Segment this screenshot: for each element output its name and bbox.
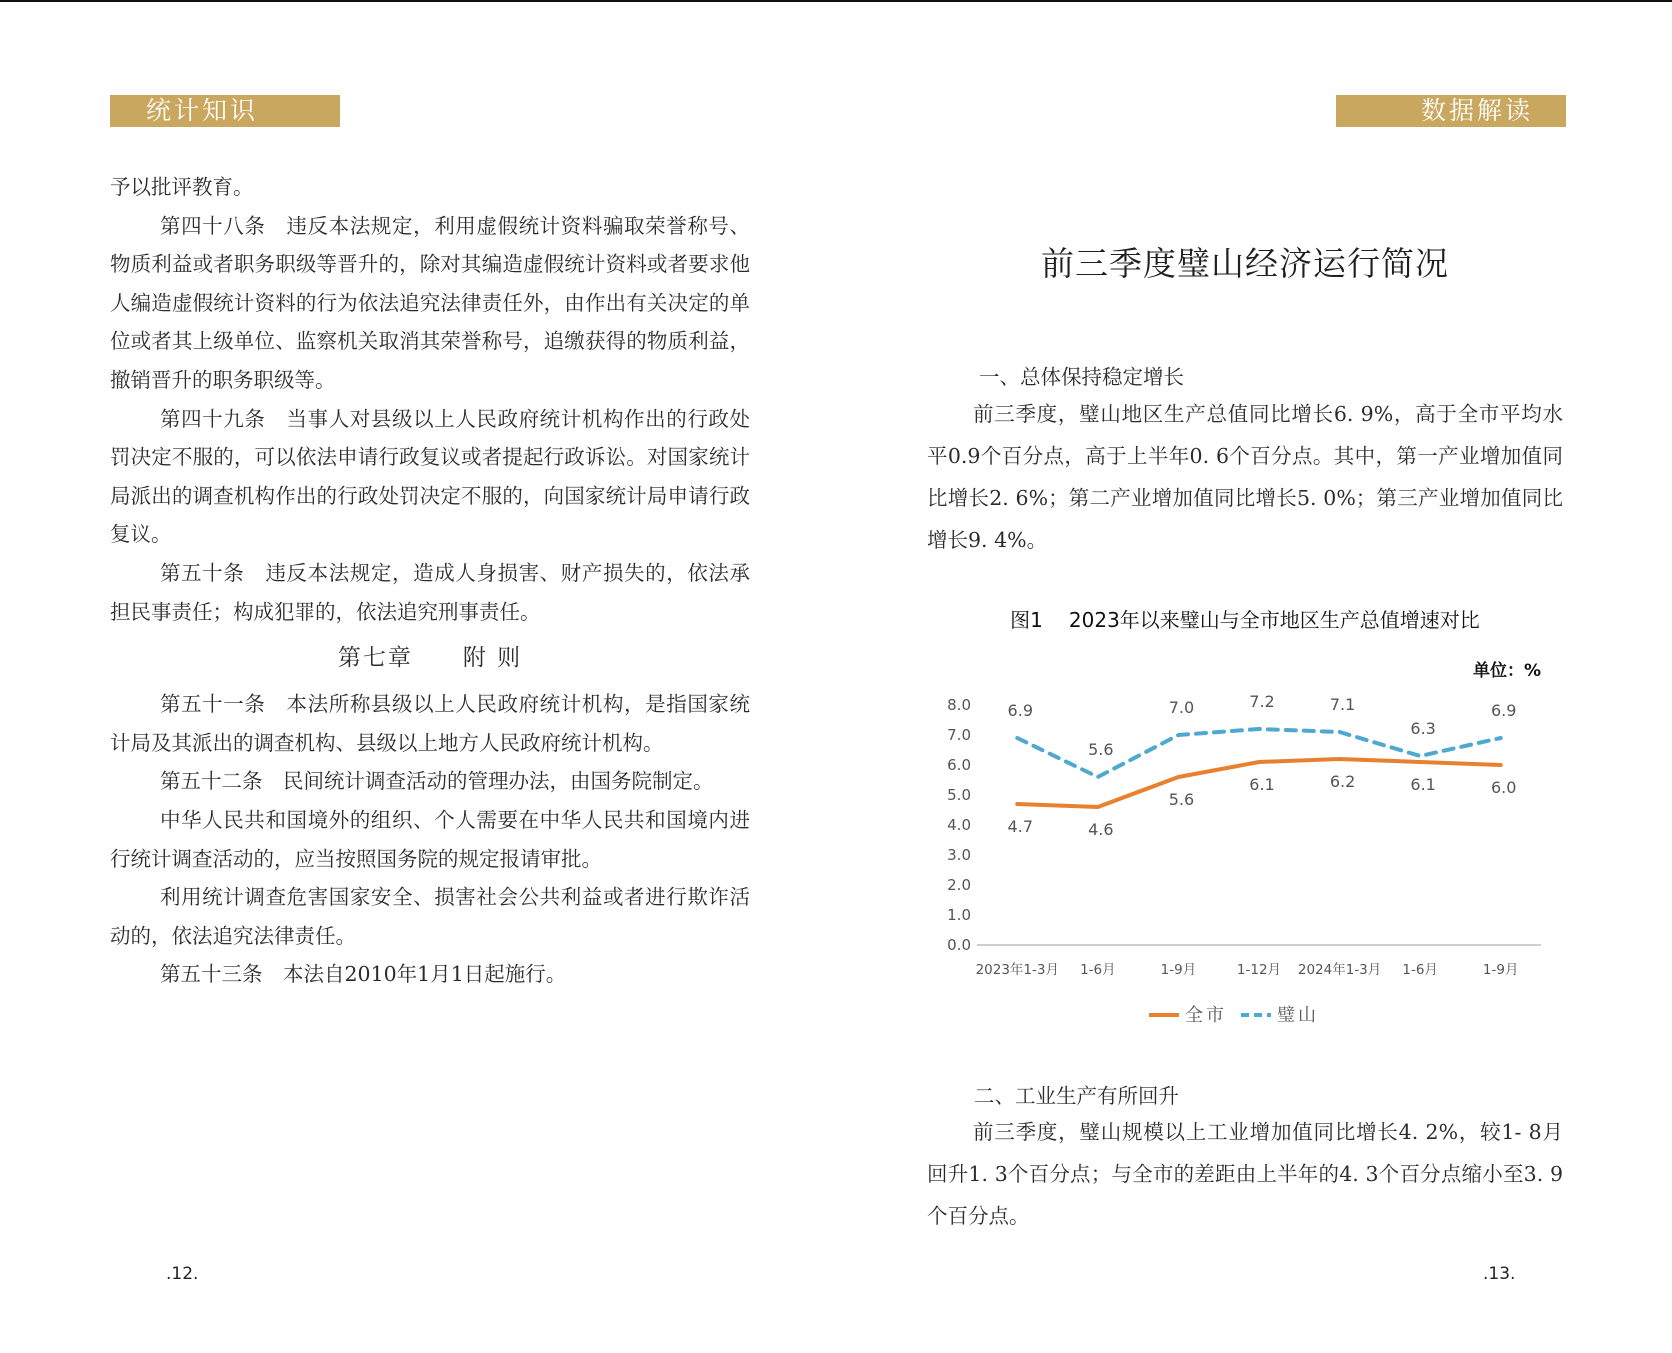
data-label: 6.9 (1007, 701, 1034, 720)
law-paragraph: 第四十八条 违反本法规定，利用虚假统计资料骗取荣誉称号、物质利益或者职务职级等晋升的，除对其编造虚假统计资料或者要求他人编造虚假统计资料的行为依法追究法律责任外，由作出有关决定的单位或者其上级单位、监察机关取消其荣誉称号，追缴获得的物质利益，撤销晋升的职务职级等。 (110, 213, 750, 392)
law-paragraph: 第五十条 违反本法规定，造成人身损害、财产损失的，依法承担民事责任；构成犯罪的，依法追究刑事责任。 (110, 560, 750, 624)
y-tick-label: 6.0 (947, 756, 971, 774)
right-header-tag: 数据解读 (1336, 95, 1566, 127)
section-text-1 (927, 393, 1563, 561)
section-paragraph-1: 前三季度，璧山地区生产总值同比增长6. 9%，高于全市平均水平0.9个百分点，高于上半年0. 6个百分点。其中，第一产业增加值同比增长2. 6%；第二产业增加值同比增长5. 0%；第三产业增加值同比增长9. 4%。 (927, 402, 1563, 552)
legend-label: 璧山 (1277, 1005, 1319, 1026)
legend-label: 全市 (1185, 1005, 1227, 1026)
y-tick-label: 7.0 (947, 726, 971, 744)
data-label: 4.6 (1088, 820, 1114, 839)
x-tick-label: 1-6月 (1080, 962, 1116, 978)
y-tick-label: 1.0 (947, 906, 971, 924)
x-tick-label: 1-9月 (1160, 962, 1197, 978)
x-tick-label: 2023年1-3月 (975, 962, 1059, 978)
section-paragraph-2: 前三季度，璧山规模以上工业增加值同比增长4. 2%，较1- 8月回升1. 3个百分点；与全市的差距由上半年的4. 3个百分点缩小至3. 9个百分点。 (927, 1120, 1563, 1228)
data-label: 6.9 (1490, 701, 1517, 720)
chapter-heading: 第七章 附 则 (337, 645, 523, 672)
x-tick-label: 2024年1-3月 (1297, 962, 1382, 978)
left-body-text (110, 168, 750, 994)
chart-title (927, 604, 1563, 633)
y-tick-label: 2.0 (947, 876, 971, 894)
left-page (110, 0, 750, 1353)
y-tick-label: 4.0 (947, 816, 971, 834)
y-tick-label: 3.0 (947, 846, 971, 864)
law-paragraph: 第五十三条 本法自2010年1月1日起施行。 (160, 962, 567, 987)
data-label: 6.1 (1249, 775, 1275, 794)
x-tick-label: 1-12月 (1236, 962, 1282, 978)
law-paragraph: 予以批评教育。 (110, 175, 254, 199)
section-heading-1: 一、总体保持稳定增长 (979, 365, 1184, 389)
figure-label: 图1 (1010, 608, 1043, 632)
data-label: 6.3 (1410, 719, 1436, 738)
left-page-number: .12. (166, 1264, 199, 1284)
y-tick-label: 0.0 (947, 936, 971, 954)
data-label: 4.7 (1007, 817, 1034, 836)
y-tick-label: 5.0 (947, 786, 971, 804)
data-label: 5.6 (1088, 740, 1114, 759)
data-label: 7.1 (1329, 695, 1356, 714)
left-header-tag: 统计知识 (110, 95, 340, 127)
law-paragraph: 中华人民共和国境外的组织、个人需要在中华人民共和国境内进行统计调查活动的，应当按照国务院的规定报请审批。 (110, 807, 750, 871)
chart-unit-label: 单位：% (1472, 661, 1541, 681)
data-label: 7.0 (1168, 698, 1195, 717)
document-title: 前三季度璧山经济运行简况 (1041, 244, 1449, 283)
data-label: 6.0 (1490, 778, 1517, 797)
right-page (927, 0, 1563, 1353)
data-label: 6.2 (1329, 772, 1356, 791)
y-tick-label: 8.0 (947, 696, 971, 714)
x-tick-label: 1-6月 (1402, 962, 1438, 978)
figure-title: 2023年以来璧山与全市地区生产总值增速对比 (1068, 608, 1480, 632)
gdp-growth-line-chart (917, 688, 1557, 1048)
data-label: 5.6 (1168, 790, 1195, 809)
law-paragraph: 第五十一条 本法所称县级以上人民政府统计机构，是指国家统计局及其派出的调查机构、县级以上地方人民政府统计机构。 (110, 692, 750, 755)
right-page-number: .13. (1483, 1264, 1516, 1284)
x-tick-label: 1-9月 (1482, 962, 1519, 978)
law-paragraph: 第四十九条 当事人对县级以上人民政府统计机构作出的行政处罚决定不服的，可以依法申请行政复议或者提起行政诉讼。对国家统计局派出的调查机构作出的行政处罚决定不服的，向国家统计局申请行政复议。 (110, 406, 750, 547)
data-label: 7.2 (1249, 692, 1275, 711)
section-heading-2: 二、工业生产有所回升 (974, 1084, 1179, 1108)
data-label: 6.1 (1410, 775, 1436, 794)
section-text-2 (927, 1111, 1563, 1237)
law-paragraph: 利用统计调查危害国家安全、损害社会公共利益或者进行欺诈活动的，依法追究法律责任。 (110, 885, 750, 948)
law-paragraph: 第五十二条 民间统计调查活动的管理办法，由国务院制定。 (160, 769, 714, 794)
